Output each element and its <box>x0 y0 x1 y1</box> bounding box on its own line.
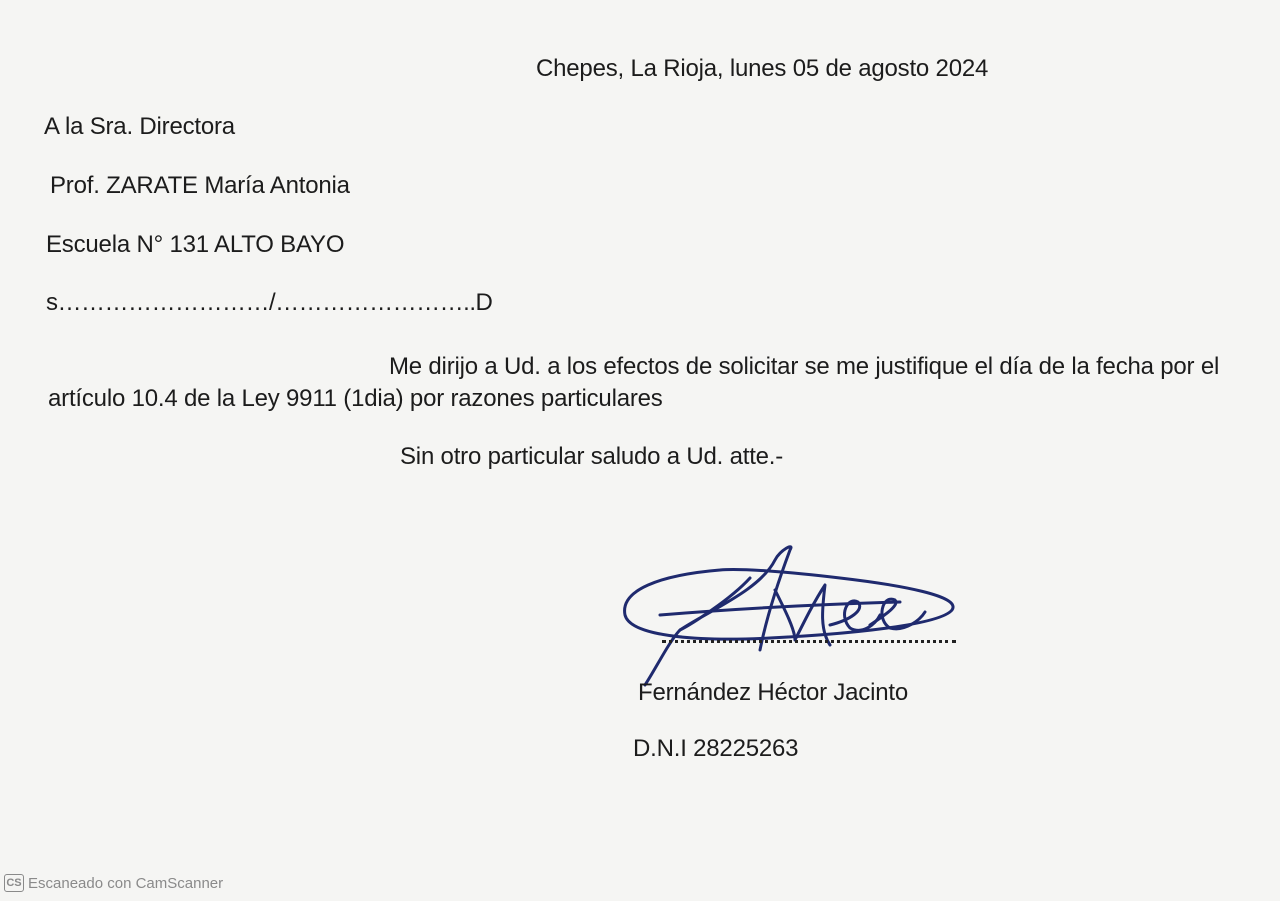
handwritten-signature <box>600 530 980 690</box>
signer-id: D.N.I 28225263 <box>633 735 799 762</box>
recipient-name: Prof. ZARATE María Antonia <box>50 172 350 199</box>
recipient-school: Escuela N° 131 ALTO BAYO <box>46 231 345 258</box>
recipient-salutation: s………………………/……………………..D <box>46 289 493 316</box>
scanner-watermark-text: Escaneado con CamScanner <box>28 874 224 892</box>
scanner-watermark <box>4 873 223 893</box>
camscanner-icon: CS <box>4 874 24 892</box>
recipient-title: A la Sra. Directora <box>44 113 235 140</box>
closing-line: Sin otro particular saludo a Ud. atte.- <box>400 443 784 470</box>
signer-name: Fernández Héctor Jacinto <box>638 679 909 706</box>
body-line-1: Me dirijo a Ud. a los efectos de solicitar se me justifique el día de la fecha por el <box>389 353 1220 380</box>
body-line-2: artículo 10.4 de la Ley 9911 (1dia) por razones particulares <box>48 385 663 412</box>
signature-line <box>662 640 956 643</box>
date-line: Chepes, La Rioja, lunes 05 de agosto 2024 <box>536 55 989 82</box>
